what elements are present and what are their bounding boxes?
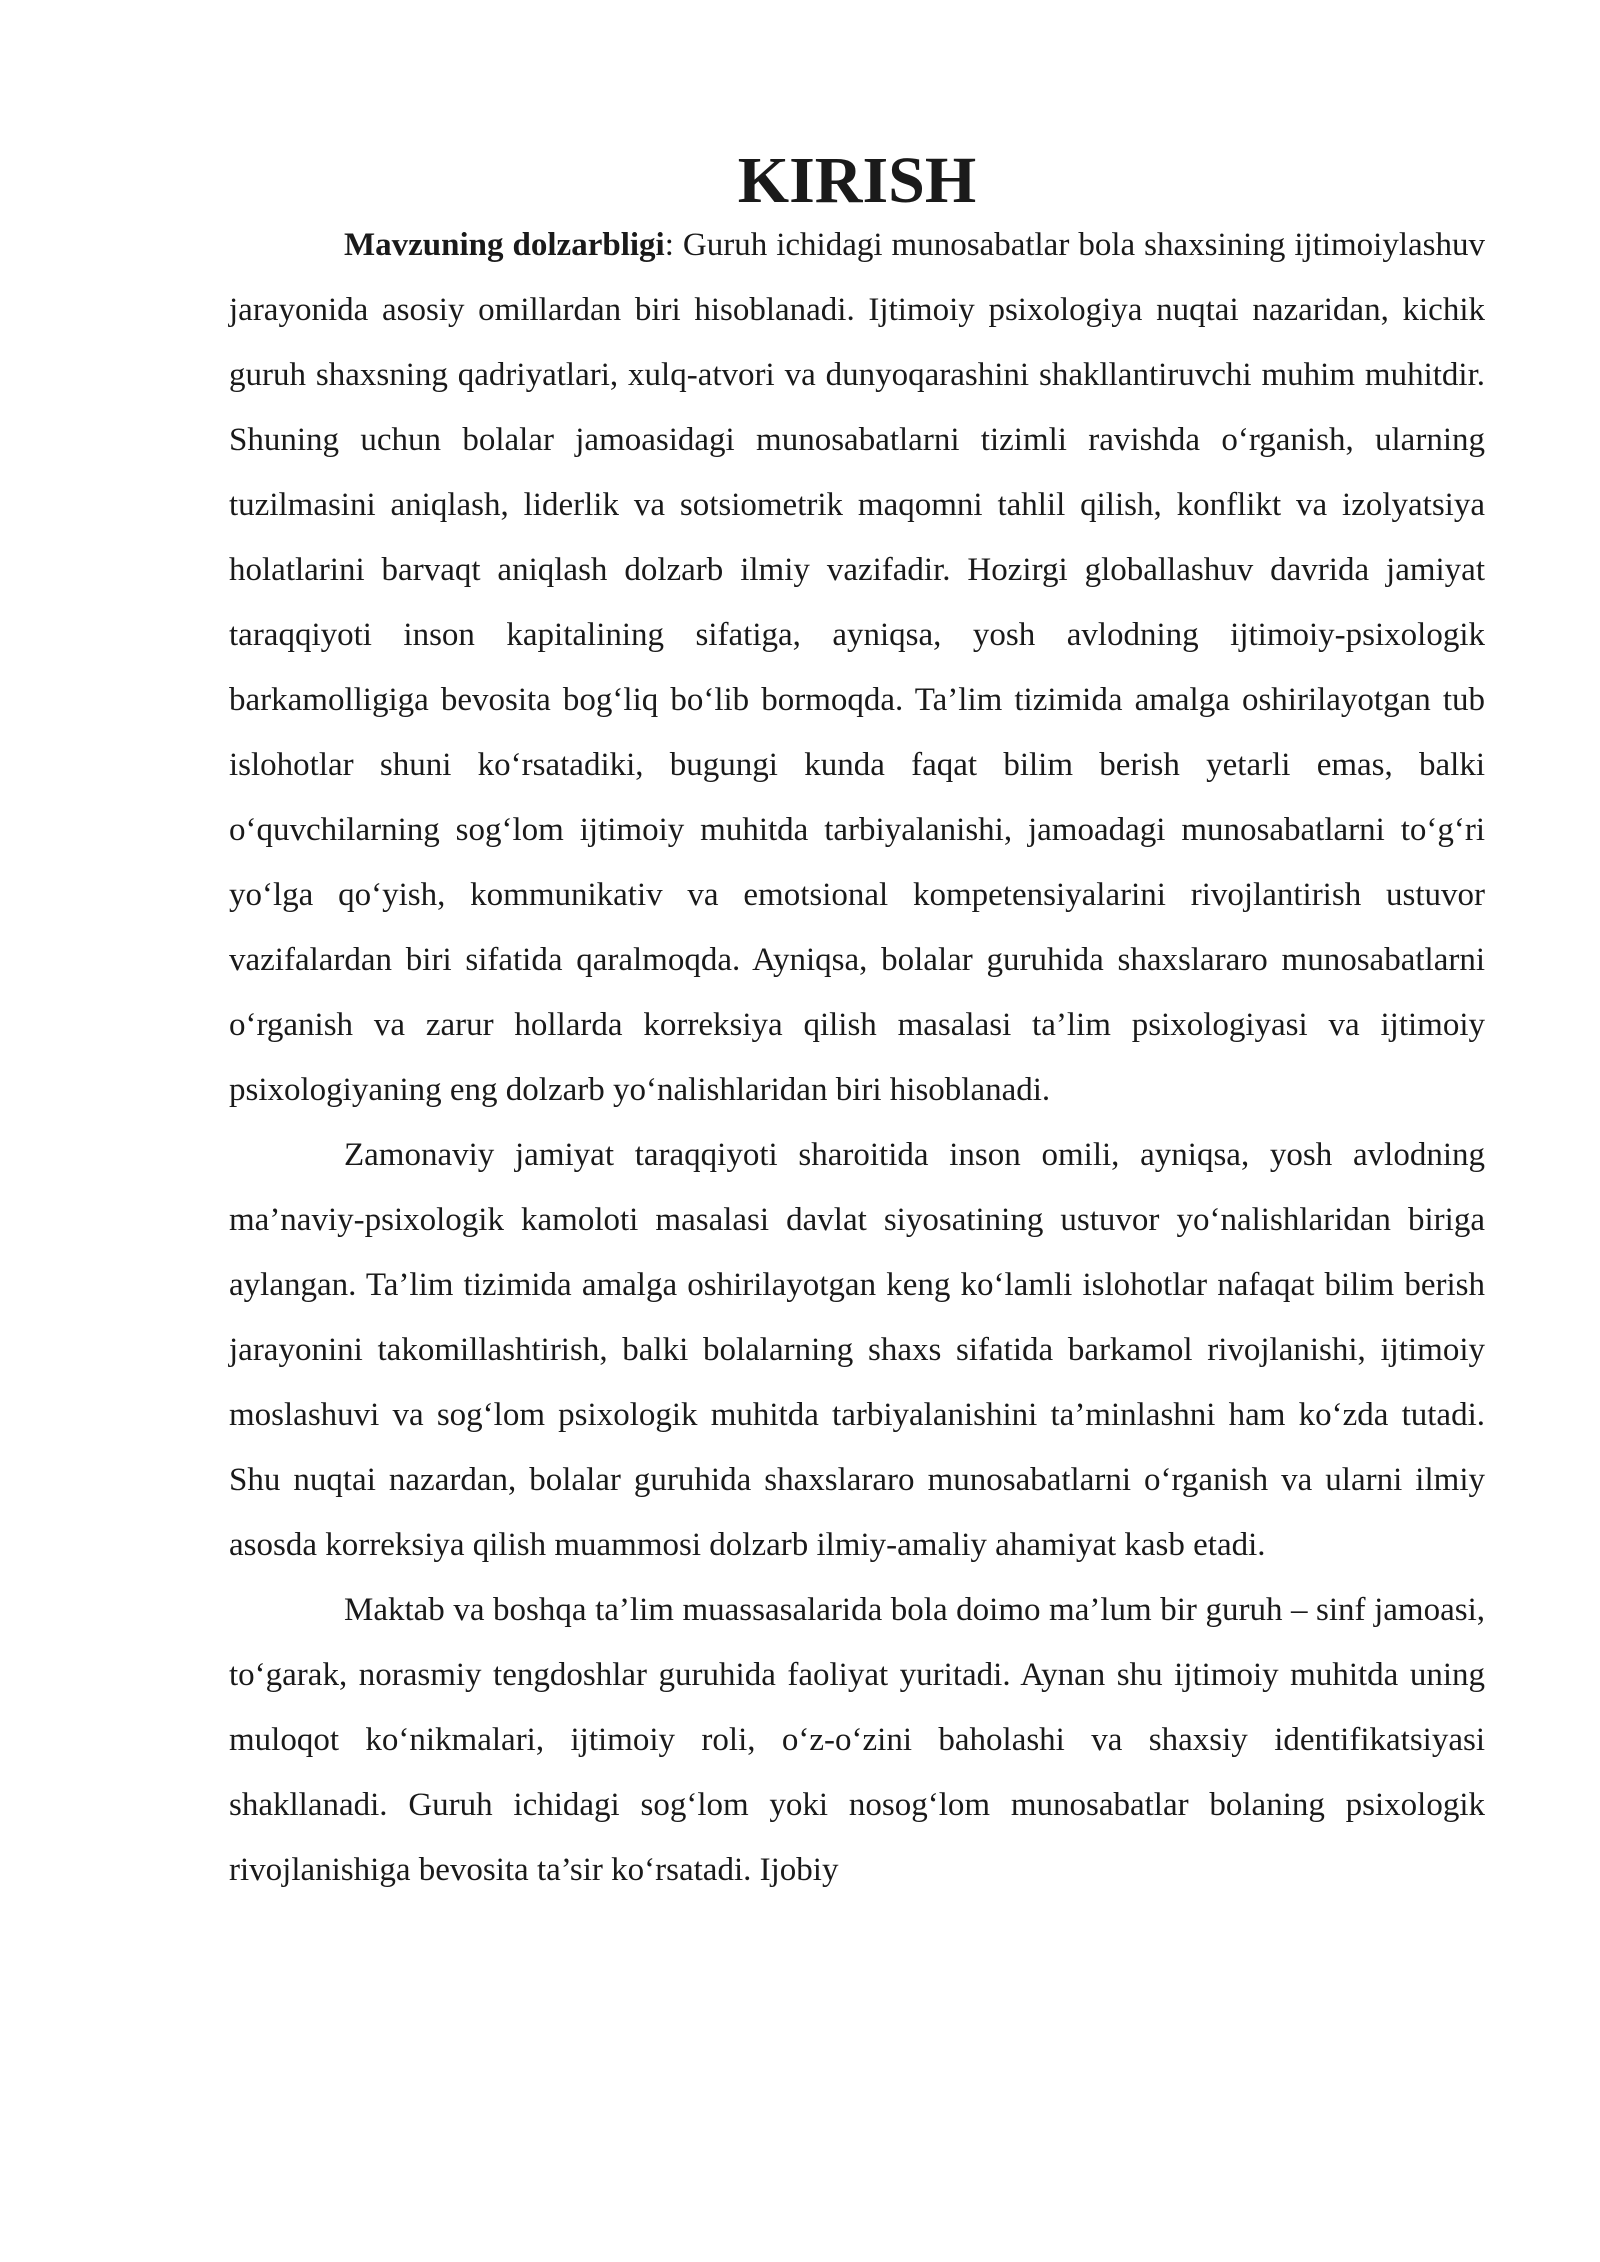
paragraph-lead: Mavzuning dolzarbligi [344, 227, 665, 263]
paragraph-text: : Guruh ichidagi munosabatlar bola shaxsining ijtimoiylashuv jarayonida asosiy omillardan biri hisoblanadi. Ijtimoiy psixologiya nuqtai nazaridan, kichik guruh shaxsning qadriyatlari, xulq-atvori va dunyoqarashini shakllantiruvchi muhim muhitdir. Shuning uchun bolalar jamoasidagi munosabatlarni tizimli ravishda o‘rganish, ularning tuzilmasini aniqlash, liderlik va sotsiometrik maqomni tahlil qilish, konflikt va izolyatsiya holatlarini barvaqt aniqlash dolzarb ilmiy vazifadir. Hozirgi globallashuv davrida jamiyat taraqqiyoti inson kapitalining sifatiga, ayniqsa, yosh avlodning ijtimoiy-psixologik barkamolligiga bevosita bog‘liq bo‘lib bormoqda. Ta’lim tizimida amalga oshirilayotgan tub islohotlar shuni ko‘rsatadiki, bugungi kunda faqat bilim berish yetarli emas, balki o‘quvchilarning sog‘lom ijtimoiy muhitda tarbiyalanishi, jamoadagi munosabatlarni to‘g‘ri yo‘lga qo‘yish, kommunikativ va emotsional kompetensiyalarini rivojlantirish ustuvor vazifalardan biri sifatida qaralmoqda. Ayniqsa, bolalar guruhida shaxslararo munosabatlarni o‘rganish va zarur hollarda korreksiya qilish masalasi ta’lim psixologiyasi va ijtimoiy psixologiyaning eng dolzarb yo‘nalishlaridan biri hisoblanadi. [229, 227, 1486, 1108]
paragraph-relevance [229, 213, 1485, 1123]
paragraph-text: Zamonaviy jamiyat taraqqiyoti sharoitida inson omili, ayniqsa, yosh avlodning ma’naviy-psixologik kamoloti masalasi davlat siyosatining ustuvor yo‘nalishlaridan biriga aylangan. Ta’lim tizimida amalga oshirilayotgan keng ko‘lamli islohotlar nafaqat bilim berish jarayonini takomillashtirish, balki bolalarning shaxs sifatida barkamol rivojlanishi, ijtimoiy moslashuvi va sog‘lom psixologik muhitda tarbiyalanishini ta’minlashni ham ko‘zda tutadi. Shu nuqtai nazardan, bolalar guruhida shaxslararo munosabatlarni o‘rganish va ularni ilmiy asosda korreksiya qilish muammosi dolzarb ilmiy-amaliy ahamiyat kasb etadi. [229, 1137, 1485, 1563]
document-title: KIRISH [737, 144, 977, 217]
paragraph-text: Maktab va boshqa ta’lim muassasalarida bola doimo ma’lum bir guruh – sinf jamoasi, to‘garak, norasmiy tengdoshlar guruhida faoliyat yuritadi. Aynan shu ijtimoiy muhitda uning muloqot ko‘nikmalari, ijtimoiy roli, o‘z-o‘zini baholashi va shaxsiy identifikatsiyasi shakllanadi. Guruh ichidagi sog‘lom yoki nosog‘lom munosabatlar bolaning psixologik rivojlanishiga bevosita ta’sir ko‘rsatadi. Ijobiy [229, 1592, 1485, 1888]
document-page [229, 144, 1486, 1903]
paragraph-modern-society [229, 1123, 1485, 1578]
paragraph-school-group [229, 1578, 1485, 1903]
